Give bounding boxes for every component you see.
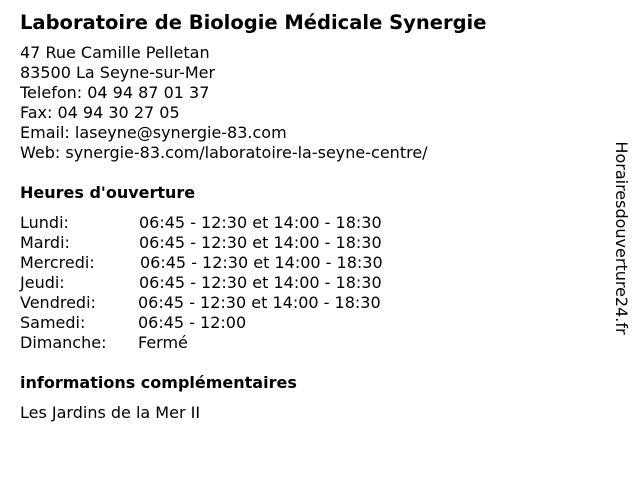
hours-heading: Heures d'ouverture bbox=[20, 183, 196, 202]
day-hours: 06:45 - 12:30 et 14:00 - 18:30 bbox=[138, 293, 381, 312]
address-block bbox=[20, 43, 428, 163]
day-hours: 06:45 - 12:30 et 14:00 - 18:30 bbox=[139, 233, 382, 252]
email-address: Email: laseyne@synergie-83.com bbox=[20, 123, 287, 142]
day-hours: 06:45 - 12:00 bbox=[138, 313, 247, 332]
city-postcode: 83500 La Seyne-sur-Mer bbox=[20, 63, 216, 82]
day-hours: Fermé bbox=[138, 333, 188, 352]
day-label: Samedi: bbox=[20, 313, 86, 332]
day-label: Mercredi: bbox=[20, 253, 95, 272]
day-label: Dimanche: bbox=[20, 333, 107, 352]
brand-watermark: Horairesdouverture24.fr bbox=[612, 141, 631, 335]
day-label: Lundi: bbox=[20, 213, 69, 232]
street-address: 47 Rue Camille Pelletan bbox=[20, 43, 210, 62]
day-hours: 06:45 - 12:30 et 14:00 - 18:30 bbox=[139, 213, 382, 232]
business-title: Laboratoire de Biologie Médicale Synergie bbox=[20, 11, 487, 34]
extra-info-text: Les Jardins de la Mer II bbox=[20, 403, 201, 422]
day-label: Jeudi: bbox=[20, 273, 65, 292]
day-label: Vendredi: bbox=[20, 293, 96, 312]
website-url: Web: synergie-83.com/laboratoire-la-seyne-centre/ bbox=[20, 143, 428, 162]
day-label: Mardi: bbox=[20, 233, 70, 252]
extra-info-heading: informations complémentaires bbox=[20, 373, 297, 392]
fax-number: Fax: 04 94 30 27 05 bbox=[20, 103, 180, 122]
day-hours: 06:45 - 12:30 et 14:00 - 18:30 bbox=[140, 253, 383, 272]
day-hours: 06:45 - 12:30 et 14:00 - 18:30 bbox=[139, 273, 382, 292]
phone-number: Telefon: 04 94 87 01 37 bbox=[20, 83, 210, 102]
